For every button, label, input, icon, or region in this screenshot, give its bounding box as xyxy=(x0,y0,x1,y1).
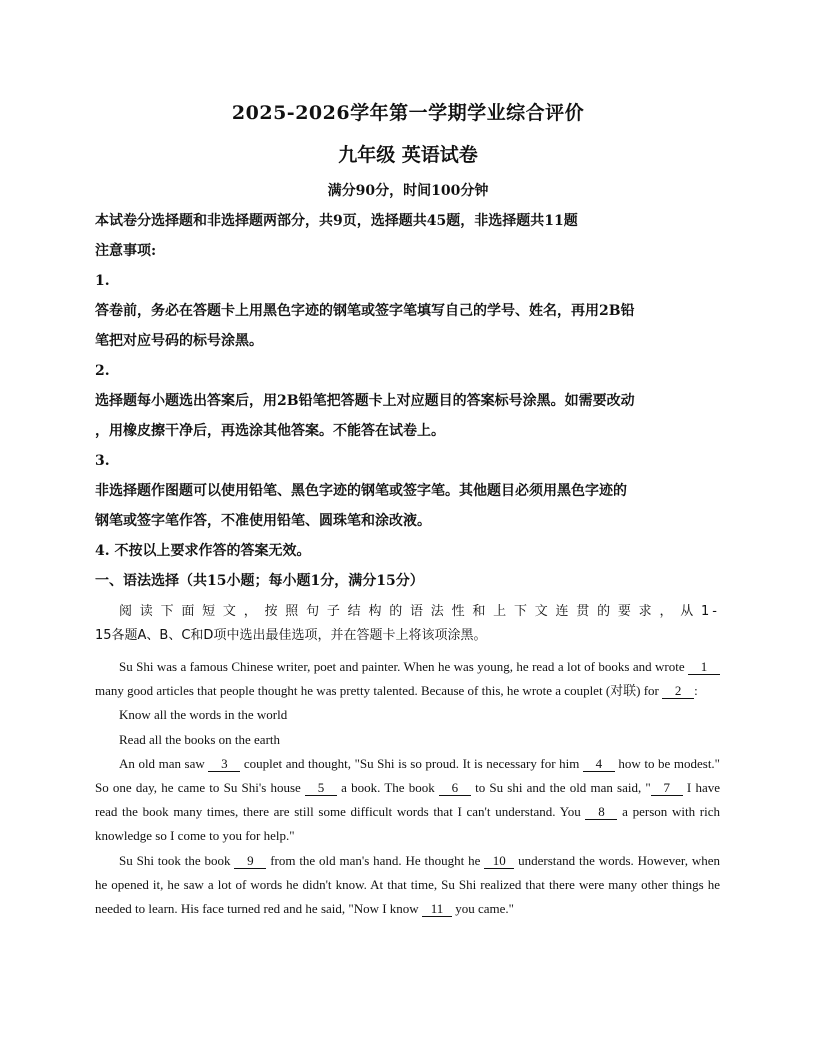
exam-subtitle: 九年级 英语试卷 xyxy=(338,144,478,166)
directions-line-1: 阅读下面短文，按照句子结构的语法性和上下文连贯的要求，从1- xyxy=(119,604,720,619)
directions-line-2: 15各题A、B、C和D项中选出最佳选项，并在答题卡上将该项涂黑。 xyxy=(95,628,487,643)
exam-title: 2025-2026学年第一学期学业综合评价 xyxy=(231,102,585,124)
passage-text: Su Shi took the book xyxy=(119,852,235,868)
passage-text: : xyxy=(694,683,698,699)
notice-label: 注意事项: xyxy=(95,243,157,259)
blank-11: 11 xyxy=(422,902,452,917)
passage-text: you came." xyxy=(451,901,514,917)
passage-text: a person with rich knowledge so I come to you for help." xyxy=(95,804,720,844)
passage-paragraph-1 xyxy=(95,655,720,703)
passage-text: many good articles that people thought he was pretty talented. Because of this, he wrote a couplet (对联) for xyxy=(95,683,663,699)
blank-7: 7 xyxy=(651,781,683,796)
blank-2: 2 xyxy=(662,684,694,699)
passage-text: I have read the book many times, there are still some difficult words that I can't understand. You xyxy=(95,780,720,820)
blank-6: 6 xyxy=(439,781,471,796)
notice-item-1-line-2: 笔把对应号码的标号涂黑。 xyxy=(95,333,263,349)
passage-text: to Su shi and the old man said, " xyxy=(470,780,651,796)
cloze-passage xyxy=(95,655,720,921)
notice-item-3-line-1: 非选择题作图题可以使用铅笔、黑色字迹的钢笔或签字笔。其他题目必须用黑色字迹的 xyxy=(95,483,627,499)
exam-overview: 本试卷分选择题和非选择题两部分，共9页，选择题共45题，非选择题共11题 xyxy=(95,213,578,229)
passage-paragraph-3 xyxy=(95,849,720,922)
blank-3: 3 xyxy=(208,757,240,772)
section-1-directions xyxy=(95,600,720,648)
passage-paragraph-2 xyxy=(95,752,720,849)
blank-8: 8 xyxy=(585,805,617,820)
couplet-line-1: Know all the words in the world xyxy=(119,707,288,723)
section-1-heading: 一、语法选择（共15小题；每小题1分，满分15分） xyxy=(95,573,424,589)
blank-5: 5 xyxy=(305,781,337,796)
passage-text: Su Shi was a famous Chinese writer, poet and painter. When he was young, he read a lot of books and wrote xyxy=(119,659,688,674)
couplet-line-2: Read all the books on the earth xyxy=(119,731,281,747)
score-time: 满分90分，时间100分钟 xyxy=(327,183,489,199)
blank-10: 10 xyxy=(484,854,514,869)
notice-item-2-line-1: 选择题每小题选出答案后，用2B铅笔把答题卡上对应题目的答案标号涂黑。如需要改动 xyxy=(95,393,635,409)
passage-text: how to be modest." So one day, he came to Su Shi's house xyxy=(95,755,720,796)
passage-text: couplet and thought, "Su Shi is so proud. It is necessary for him xyxy=(240,755,583,771)
passage-text: An old man saw xyxy=(119,755,209,771)
blank-1: 1 xyxy=(688,660,720,675)
notice-item-2-number: 2. xyxy=(95,363,110,379)
notice-item-3-number: 3. xyxy=(95,453,110,469)
notice-item-4: 4. 不按以上要求作答的答案无效。 xyxy=(95,543,311,559)
passage-text: from the old man's hand. He thought he xyxy=(266,852,485,868)
blank-4: 4 xyxy=(583,757,615,772)
passage-text: understand the words. However, when he opened it, he saw a lot of words he didn't know. At that time, Su Shi realized that there were many other things he needed to learn. His face turned red and he said, "Now I know xyxy=(95,852,720,917)
notice-item-3-line-2: 钢笔或签字笔作答，不准使用铅笔、圆珠笔和涂改液。 xyxy=(95,513,431,529)
blank-9: 9 xyxy=(234,854,266,869)
notice-item-2-line-2: ，用橡皮擦干净后，再选涂其他答案。不能答在试卷上。 xyxy=(95,423,445,439)
notice-item-1-number: 1. xyxy=(95,273,110,289)
notice-item-1-line-1: 答卷前，务必在答题卡上用黑色字迹的钢笔或签字笔填写自己的学号、姓名，再用2B铅 xyxy=(95,303,635,319)
passage-text: a book. The book xyxy=(336,780,439,796)
